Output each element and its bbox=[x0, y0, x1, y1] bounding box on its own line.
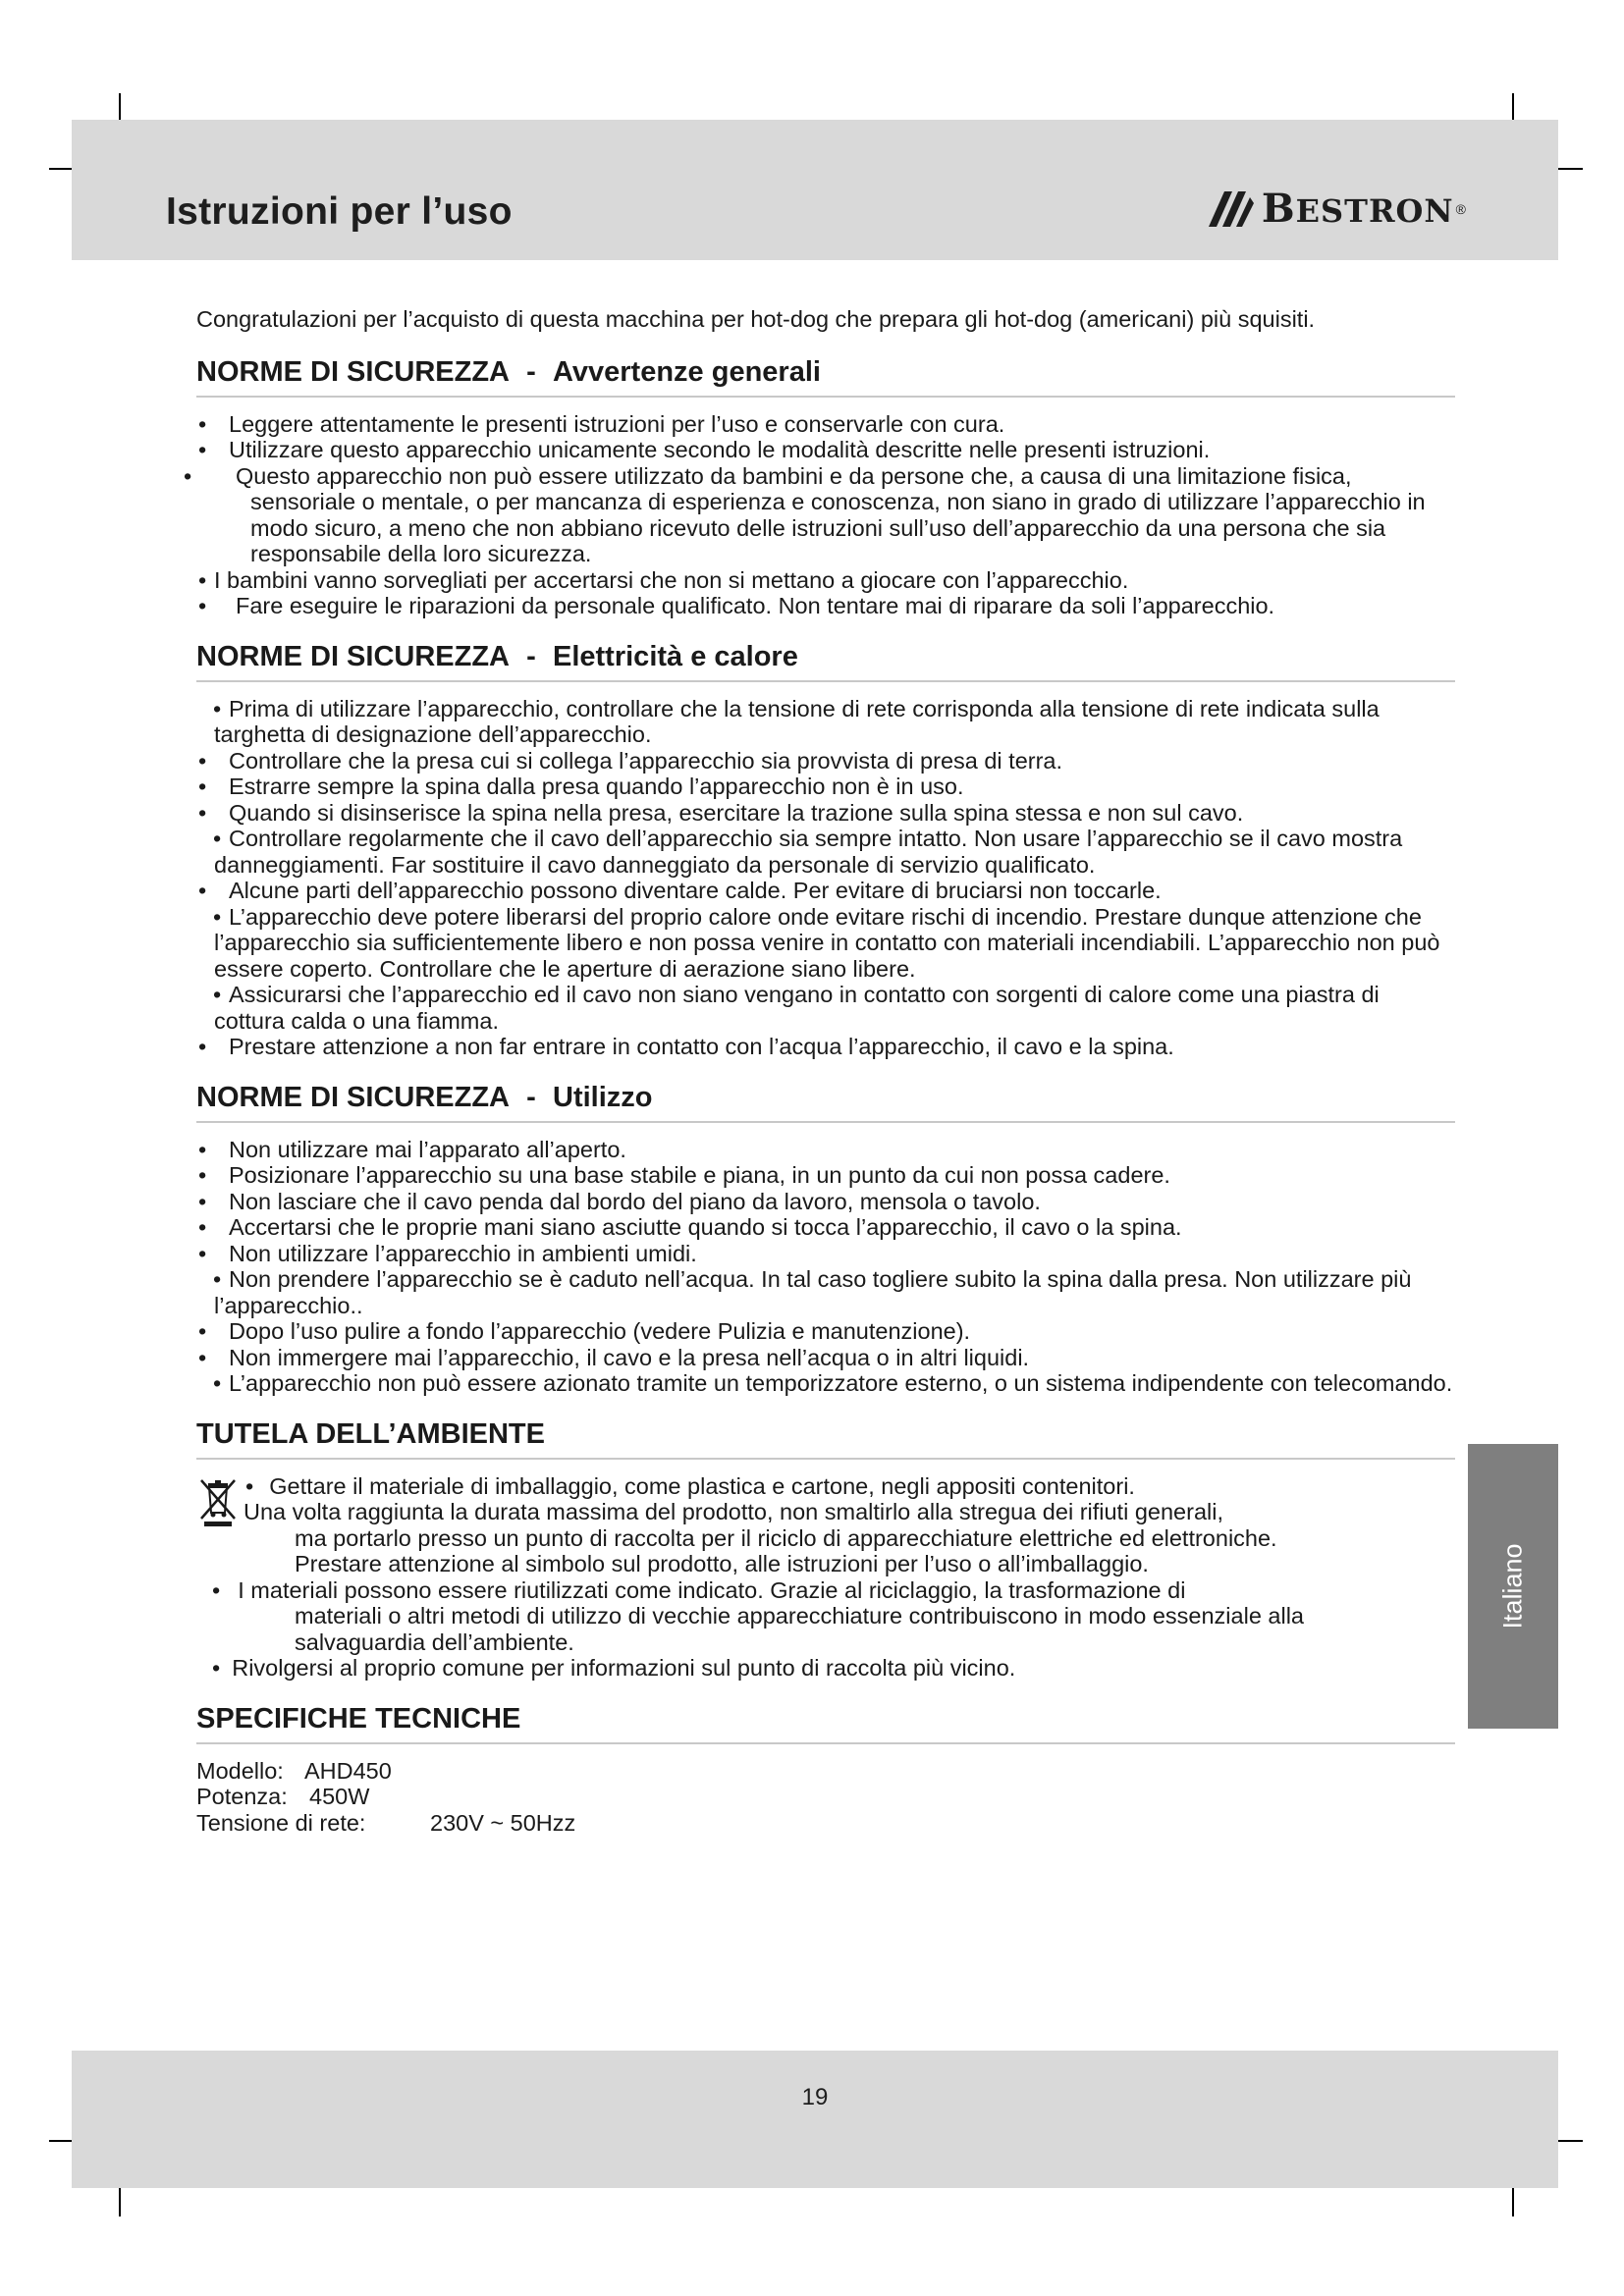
environment-line: materiali o altri metodi di utilizzo di vecchie apparecchiature contribuiscono in modo essenziale alla bbox=[295, 1603, 1304, 1629]
list-item: • Utilizzare questo apparecchio unicamente secondo le modalità descritte nelle presenti istruzioni. bbox=[196, 437, 1455, 463]
spec-value: 450W bbox=[309, 1784, 370, 1809]
section-title-main: NORME DI SICUREZZA bbox=[196, 355, 510, 388]
environment-line: salvaguardia dell’ambiente. bbox=[295, 1629, 574, 1655]
spec-value: AHD450 bbox=[304, 1757, 392, 1784]
spec-row-power bbox=[196, 1784, 1455, 1810]
environment-text: Rivolgersi al proprio comune per informazioni sul punto di raccolta più vicino. bbox=[232, 1655, 1016, 1681]
list-item: • Questo apparecchio non può essere utilizzato da bambini e da persone che, a causa di una limitazione fisica, sensoriale o mentale, o per mancanza di esperienza e conoscenza, non siano in grado di utilizzare l’apparecchio in modo sicuro, a meno che non abbiano ricevuto delle istruzioni sull’uso dell’apparecchio da una persona che sia responsabile della loro sicurezza. bbox=[196, 463, 1455, 567]
list-item: • Non prendere l’apparecchio se è caduto nell’acqua. In tal caso togliere subito la spina dalla presa. Non utilizzare più l’apparecchio.. bbox=[196, 1266, 1455, 1318]
usage-warnings-list bbox=[196, 1137, 1455, 1397]
spec-row-voltage bbox=[196, 1810, 1455, 1837]
registered-mark: ® bbox=[1455, 201, 1466, 217]
environment-block bbox=[196, 1473, 1455, 1682]
section-title-usage bbox=[196, 1078, 1455, 1123]
language-tab-label: Italiano bbox=[1497, 1543, 1528, 1629]
environment-line bbox=[196, 1577, 1455, 1604]
page-title: Istruzioni per l’uso bbox=[166, 190, 513, 233]
list-item: • Controllare regolarmente che il cavo dell’apparecchio sia sempre intatto. Non usare l’apparecchio se il cavo mostra danneggiamenti. Far sostituire il cavo danneggiato da personale di servizio qualificato. bbox=[196, 826, 1455, 878]
section-title-specs: SPECIFICHE TECNICHE bbox=[196, 1699, 1455, 1744]
brand-rest: ESTRON bbox=[1295, 192, 1454, 230]
list-item: • L’apparecchio deve potere liberarsi del proprio calore onde evitare rischi di incendio. Prestare dunque attenzione che l’apparecchio sia sufficientemente libero e non possa venire in contatto con materiali incendiabili. L’apparecchio non può essere coperto. Controllare che le aperture di aerazione siano libere. bbox=[196, 904, 1455, 983]
environment-text: I materiali possono essere riutilizzati come indicato. Grazie al riciclaggio, la trasformazione di bbox=[238, 1576, 1186, 1603]
environment-line bbox=[196, 1473, 1455, 1500]
header-band bbox=[72, 120, 1558, 260]
brand-wordmark bbox=[1261, 186, 1454, 232]
section-subtitle: Avvertenze generali bbox=[553, 355, 821, 388]
section-title-main: NORME DI SICUREZZA bbox=[196, 640, 510, 672]
language-tab bbox=[1468, 1444, 1558, 1729]
crossed-bin-icon bbox=[198, 1477, 238, 1526]
section-title-general bbox=[196, 352, 1455, 398]
list-item: • Non utilizzare mai l’apparato all’aperto. bbox=[196, 1137, 1455, 1163]
list-item: • Alcune parti dell’apparecchio possono diventare calde. Per evitare di bruciarsi non toccarle. bbox=[196, 878, 1455, 904]
list-item: • I bambini vanno sorvegliati per accertarsi che non si mettano a giocare con l’apparecchio. bbox=[196, 567, 1455, 594]
environment-line bbox=[196, 1655, 1455, 1682]
section-title-separator: - bbox=[526, 640, 536, 672]
list-item: • Assicurarsi che l’apparecchio ed il cavo non siano vengano in contatto con sorgenti di calore come una piastra di cottura calda o una fiamma. bbox=[196, 982, 1455, 1034]
bullet-dot: • bbox=[212, 1576, 221, 1603]
environment-line: Prestare attenzione al simbolo sul prodotto, alle istruzioni per l’uso o all’imballaggio. bbox=[295, 1551, 1149, 1576]
spec-value: 230V ~ 50Hzz bbox=[430, 1809, 576, 1836]
section-title-main: NORME DI SICUREZZA bbox=[196, 1081, 510, 1113]
list-item: • L’apparecchio non può essere azionato tramite un temporizzatore esterno, o un sistema indipendente con telecomando. bbox=[196, 1370, 1455, 1397]
brand-initial: B bbox=[1261, 186, 1296, 232]
list-item: • Accertarsi che le proprie mani siano asciutte quando si tocca l’apparecchio, il cavo o la spina. bbox=[196, 1214, 1455, 1241]
section-subtitle: Utilizzo bbox=[553, 1081, 653, 1113]
general-warnings-list bbox=[196, 411, 1455, 619]
chevrons-icon bbox=[1207, 187, 1256, 231]
page-number: 19 bbox=[801, 2084, 829, 2110]
footer-band bbox=[72, 2051, 1558, 2188]
electric-warnings-list bbox=[196, 696, 1455, 1060]
section-title-electric bbox=[196, 637, 1455, 682]
list-item: • Controllare che la presa cui si collega l’apparecchio sia provvista di presa di terra. bbox=[196, 748, 1455, 774]
spec-row-model bbox=[196, 1758, 1455, 1785]
list-item: • Posizionare l’apparecchio su una base stabile e piana, in un punto da cui non possa cadere. bbox=[196, 1162, 1455, 1189]
section-title-separator: - bbox=[526, 1081, 536, 1113]
list-item: • Leggere attentamente le presenti istruzioni per l’uso e conservarle con cura. bbox=[196, 411, 1455, 438]
spec-label: Potenza: bbox=[196, 1784, 288, 1809]
spec-label: Modello: bbox=[196, 1757, 284, 1784]
section-subtitle: Elettricità e calore bbox=[553, 640, 798, 672]
list-item: • Non immergere mai l’apparecchio, il cavo e la presa nell’acqua o in altri liquidi. bbox=[196, 1345, 1455, 1371]
section-title-separator: - bbox=[526, 355, 536, 388]
list-item: • Fare eseguire le riparazioni da personale qualificato. Non tentare mai di riparare da soli l’apparecchio. bbox=[196, 593, 1455, 619]
environment-line: Una volta raggiunta la durata massima del prodotto, non smaltirlo alla stregua dei rifiuti generali, bbox=[244, 1499, 1223, 1524]
list-item: • Estrarre sempre la spina dalla presa quando l’apparecchio non è in uso. bbox=[196, 774, 1455, 800]
section-title-environment: TUTELA DELL’AMBIENTE bbox=[196, 1415, 1455, 1460]
bullet-dot: • bbox=[212, 1655, 221, 1681]
specs-table bbox=[196, 1758, 1455, 1837]
spec-label: Tensione di rete: bbox=[196, 1809, 366, 1836]
intro-paragraph: Congratulazioni per l’acquisto di questa macchina per hot-dog che prepara gli hot-dog (americani) più squisiti. bbox=[196, 306, 1316, 332]
list-item: • Non lasciare che il cavo penda dal bordo del piano da lavoro, mensola o tavolo. bbox=[196, 1189, 1455, 1215]
environment-text: Gettare il materiale di imballaggio, come plastica e cartone, negli appositi contenitori. bbox=[269, 1472, 1135, 1499]
bullet-dot: • bbox=[245, 1472, 254, 1499]
list-item: • Dopo l’uso pulire a fondo l’apparecchio (vedere Pulizia e manutenzione). bbox=[196, 1318, 1455, 1345]
environment-line: ma portarlo presso un punto di raccolta per il riciclo di apparecchiature elettriche ed elettroniche. bbox=[295, 1524, 1277, 1551]
list-item: • Non utilizzare l’apparecchio in ambienti umidi. bbox=[196, 1241, 1455, 1267]
brand-logo bbox=[1207, 185, 1466, 234]
document-body bbox=[196, 306, 1455, 1836]
list-item: • Quando si disinserisce la spina nella presa, esercitare la trazione sulla spina stessa e non sul cavo. bbox=[196, 800, 1455, 827]
list-item: • Prima di utilizzare l’apparecchio, controllare che la tensione di rete corrisponda alla tensione di rete indicata sulla targhetta di designazione dell’apparecchio. bbox=[196, 696, 1455, 748]
list-item: • Prestare attenzione a non far entrare in contatto con l’acqua l’apparecchio, il cavo e la spina. bbox=[196, 1034, 1455, 1060]
